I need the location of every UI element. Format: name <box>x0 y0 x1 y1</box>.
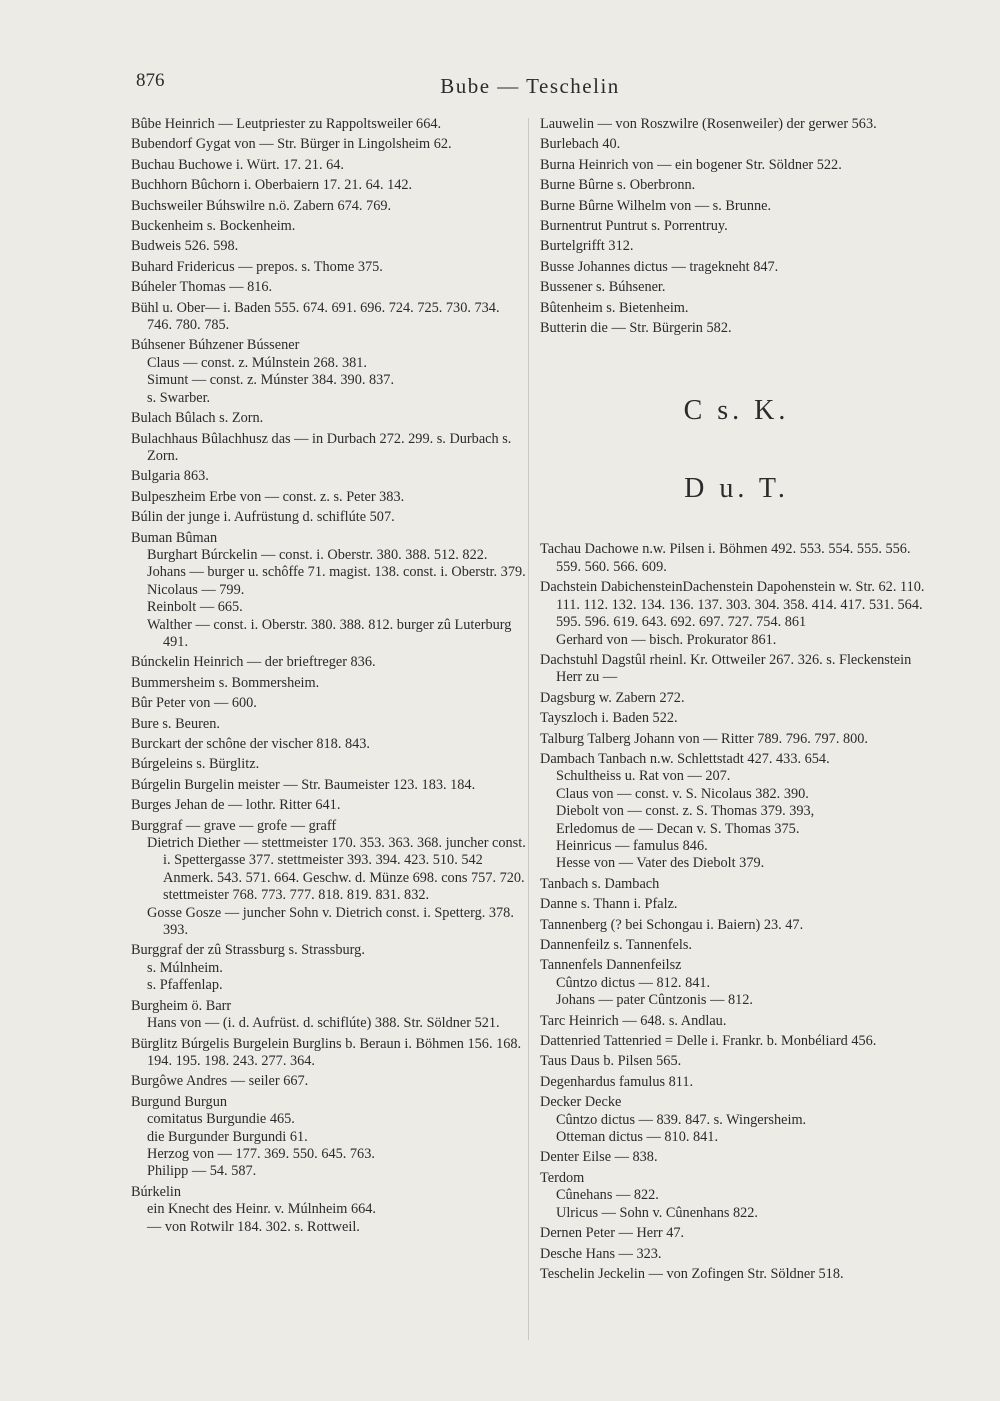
entry-subentry: Hesse von — Vater des Diebolt 379. <box>556 855 765 872</box>
entry-subentry: ein Knecht des Heinr. v. Múlnheim 664. <box>147 1201 376 1218</box>
entry-heading: Busse Johannes dictus — tragekneht 847. <box>540 258 779 275</box>
index-entry <box>540 1094 933 1146</box>
index-entry <box>131 279 526 296</box>
index-entry <box>540 1170 933 1222</box>
entry-heading: Dagsburg w. Zabern 272. <box>540 689 685 706</box>
index-entry <box>131 998 526 1033</box>
entry-heading: Burggraf — grave — grofe — graff <box>131 817 337 834</box>
index-entry <box>131 942 526 994</box>
index-entry <box>131 468 526 485</box>
index-entry <box>540 1013 933 1030</box>
entry-heading: Bulachhaus Bûlachhusz das — in Durbach 272. 299. s. Durbach s. Zorn. <box>131 430 512 464</box>
index-entry <box>540 751 933 873</box>
entry-heading: Burtelgrifft 312. <box>540 238 634 255</box>
entry-heading: Dachstuhl Dagstûl rheinl. Kr. Ottweiler 267. 326. s. Fleckenstein Herr zu — <box>540 651 912 686</box>
index-entry <box>540 1246 933 1263</box>
entry-heading: Bûbe Heinrich — Leutpriester zu Rappoltsweiler 664. <box>131 116 442 132</box>
entry-heading: Buhard Fridericus — prepos. s. Thome 375. <box>131 258 383 275</box>
index-entry <box>540 279 933 296</box>
index-entry <box>131 198 526 215</box>
entry-heading: Burgôwe Andres — seiler 667. <box>131 1073 309 1090</box>
entry-heading: Bubendorf Gygat von — Str. Bürger in Lingolsheim 62. <box>131 136 452 153</box>
entry-heading: Burne Bûrne Wilhelm von — s. Brunne. <box>540 197 772 214</box>
entry-heading: Burggraf der zû Strassburg s. Strassburg. <box>131 942 365 959</box>
index-entry <box>131 116 526 133</box>
entry-heading: Desche Hans — 323. <box>540 1245 662 1262</box>
entry-subentry: — von Rotwilr 184. 302. s. Rottweil. <box>147 1218 360 1235</box>
index-entry <box>540 917 933 934</box>
index-entry <box>131 410 526 427</box>
entry-heading: Buchhorn Bûchorn i. Oberbaiern 17. 21. 64. 142. <box>131 177 413 194</box>
entry-heading: Bulpeszheim Erbe von — const. z. s. Peter 383. <box>131 488 405 505</box>
entry-subentry: comitatus Burgundie 465. <box>147 1111 295 1128</box>
entry-heading: Buckenheim s. Bockenheim. <box>131 218 296 235</box>
index-entry <box>131 777 526 794</box>
index-entry <box>540 957 933 1009</box>
index-entry <box>131 218 526 235</box>
index-entry <box>540 136 933 153</box>
entry-heading: Bulach Bûlach s. Zorn. <box>131 410 264 427</box>
entry-heading: Búlin der junge i. Aufrüstung d. schiflúte 507. <box>131 509 395 526</box>
entry-heading: Burlebach 40. <box>540 136 621 153</box>
index-entry <box>540 1074 933 1091</box>
index-entry <box>540 1266 933 1283</box>
index-entry <box>131 509 526 526</box>
index-entry <box>131 818 526 940</box>
running-head: Bube — Teschelin <box>440 74 620 98</box>
index-entry <box>131 177 526 194</box>
entry-heading: Bure s. Beuren. <box>131 715 220 732</box>
index-entry <box>131 238 526 255</box>
index-entry <box>540 937 933 954</box>
entry-subentry: Erledomus de — Decan v. S. Thomas 375. <box>556 820 800 837</box>
entry-subentry: Hans von — (i. d. Aufrüst. d. schiflúte) 388. Str. Söldner 521. <box>147 1015 500 1032</box>
index-entry <box>540 259 933 276</box>
index-entry <box>131 654 526 671</box>
entry-heading: Bürglitz Búrgelis Burgelein Burglins b. Beraun i. Böhmen 156. 168. 194. 195. 198. 243. 277. 364. <box>131 1035 522 1069</box>
entry-subentry: Heinricus — famulus 846. <box>556 837 708 854</box>
index-entry <box>131 797 526 814</box>
index-entry <box>540 1053 933 1070</box>
entry-subentry: die Burgunder Burgundi 61. <box>147 1128 308 1145</box>
entry-heading: Tanbach s. Dambach <box>540 875 660 892</box>
entry-heading: Burgund Burgun <box>131 1093 227 1110</box>
index-entry <box>540 218 933 235</box>
entry-subentry: Gosse Gosze — juncher Sohn v. Dietrich const. i. Spetterg. 378. 393. <box>147 904 514 939</box>
index-entry <box>131 337 526 407</box>
entry-heading: Búhsener Búhzener Bússener <box>131 337 300 354</box>
entry-subentry: Johans — pater Cûntzonis — 812. <box>556 992 753 1009</box>
entry-heading: Tayszloch i. Baden 522. <box>540 710 678 727</box>
entry-heading: Dattenried Tattenried = Delle i. Frankr. b. Monbéliard 456. <box>540 1033 877 1050</box>
entry-heading: Teschelin Jeckelin — von Zofingen Str. Söldner 518. <box>540 1265 844 1282</box>
index-entry <box>131 1036 526 1071</box>
entry-heading: Butterin die — Str. Bürgerin 582. <box>540 320 732 337</box>
entry-subentry: Gerhard von — bisch. Prokurator 861. <box>556 631 777 648</box>
entry-subentry: Reinbolt — 665. <box>147 599 243 616</box>
right-bottom-entries <box>540 541 933 1283</box>
entry-subentry: Johans — burger u. schôffe 71. magist. 138. const. i. Oberstr. 379. <box>147 564 526 581</box>
index-entry <box>131 157 526 174</box>
entry-heading: Danne s. Thann i. Pfalz. <box>540 896 678 913</box>
entry-subentry: Herzog von — 177. 369. 550. 645. 763. <box>147 1145 375 1162</box>
entry-heading: Bummersheim s. Bommersheim. <box>131 674 320 691</box>
entry-heading: Búheler Thomas — 816. <box>131 279 273 296</box>
entry-subentry: s. Swarber. <box>147 389 211 406</box>
index-entry <box>131 695 526 712</box>
index-entry <box>540 198 933 215</box>
index-entry <box>540 541 933 576</box>
entry-heading: Bûtenheim s. Bietenheim. <box>540 299 689 316</box>
entry-heading: Búrgelin Burgelin meister — Str. Baumeister 123. 183. 184. <box>131 776 476 793</box>
entry-subentry: Ulricus — Sohn v. Cûnenhans 822. <box>556 1204 758 1221</box>
entry-subentry: Cûntzo dictus — 812. 841. <box>556 974 711 991</box>
entry-heading: Tarc Heinrich — 648. s. Andlau. <box>540 1012 727 1029</box>
entry-heading: Tannenfels Dannenfeilsz <box>540 957 682 974</box>
right-column <box>540 116 933 1286</box>
index-entry <box>540 690 933 707</box>
entry-heading: Burges Jehan de — lothr. Ritter 641. <box>131 797 341 814</box>
entry-heading: Tannenberg (? bei Schongau i. Baiern) 23. 47. <box>540 916 804 933</box>
entry-subentry: Otteman dictus — 810. 841. <box>556 1129 719 1146</box>
entry-subentry: Cûntzo dictus — 839. 847. s. Wingersheim. <box>556 1111 807 1128</box>
entry-heading: Degenhardus famulus 811. <box>540 1073 694 1090</box>
entry-heading: Buchsweiler Búhswilre n.ö. Zabern 674. 769. <box>131 197 392 214</box>
entry-heading: Lauwelin — von Roszwilre (Rosenweiler) der gerwer 563. <box>540 116 877 132</box>
index-entry <box>131 716 526 733</box>
entry-heading: Burgheim ö. Barr <box>131 997 232 1014</box>
entry-heading: Burckart der schône der vischer 818. 843. <box>131 736 370 752</box>
right-top-entries <box>540 116 933 337</box>
index-entry <box>540 1149 933 1166</box>
entry-heading: Talburg Talberg Johann von — Ritter 789. 796. 797. 800. <box>540 730 868 747</box>
index-entry <box>540 300 933 317</box>
entry-heading: Búrgeleins s. Bürglitz. <box>131 756 260 773</box>
entry-heading: Burnentrut Puntrut s. Porrentruy. <box>540 218 728 235</box>
entry-heading: Buchau Buchowe i. Würt. 17. 21. 64. <box>131 156 344 173</box>
entry-subentry: Walther — const. i. Oberstr. 380. 388. 812. burger zû Luterburg 491. <box>147 616 512 650</box>
entry-heading: Budweis 526. 598. <box>131 238 239 255</box>
index-entry <box>540 1033 933 1050</box>
column-divider <box>528 118 529 1340</box>
entry-heading: Taus Daus b. Pilsen 565. <box>540 1053 682 1070</box>
index-entry <box>540 116 933 133</box>
entry-heading: Denter Eilse — 838. <box>540 1149 658 1166</box>
section-heading-d: D u. T. <box>684 473 789 505</box>
entry-subentry: Diebolt von — const. z. S. Thomas 379. 393, <box>556 803 815 820</box>
entry-heading: Bulgaria 863. <box>131 468 209 485</box>
entry-subentry: Dietrich Diether — stettmeister 170. 353. 363. 368. juncher const. i. Spettergasse 377. stettmeister 393. 394. 423. 510. 542 Anmerk. 543. 571. 664. Geschw. d. Münze 698. cons 757. 720. stettmeister 768. 773. 777. 818. 819. 831. 832. <box>147 835 526 904</box>
index-entry <box>540 876 933 893</box>
index-entry <box>131 259 526 276</box>
entry-heading: Buman Bûman <box>131 529 218 546</box>
entry-subentry: Simunt — const. z. Múnster 384. 390. 837. <box>147 372 395 389</box>
entry-heading: Dannenfeilz s. Tannenfels. <box>540 937 692 953</box>
index-entry <box>131 756 526 773</box>
entry-subentry: Nicolaus — 799. <box>147 581 245 598</box>
index-entry <box>131 300 526 335</box>
index-entry <box>131 431 526 466</box>
section-heading-c: C s. K. <box>683 395 790 427</box>
index-entry <box>131 675 526 692</box>
index-entry <box>131 1184 526 1236</box>
index-entry <box>131 736 526 753</box>
index-entry <box>131 530 526 652</box>
index-entry <box>540 710 933 727</box>
index-entry <box>540 238 933 255</box>
left-column <box>131 116 526 1239</box>
index-entry <box>540 896 933 913</box>
index-entry <box>540 579 933 649</box>
entry-subentry: Philipp — 54. 587. <box>147 1163 257 1180</box>
entry-heading: Bühl u. Ober— i. Baden 555. 674. 691. 696. 724. 725. 730. 734. 746. 780. 785. <box>131 299 500 334</box>
index-entry <box>131 489 526 506</box>
entry-heading: Bûr Peter von — 600. <box>131 695 257 712</box>
entry-subentry: Burghart Búrckelin — const. i. Oberstr. 380. 388. 512. 822. <box>147 546 488 563</box>
index-entry <box>540 1225 933 1242</box>
entry-heading: Bussener s. Búhsener. <box>540 279 666 296</box>
entry-subentry: s. Múlnheim. <box>147 959 223 976</box>
index-entry <box>540 652 933 687</box>
entry-heading: Tachau Dachowe n.w. Pilsen i. Böhmen 492. 553. 554. 555. 556. 559. 560. 566. 609. <box>540 541 911 575</box>
entry-subentry: Claus — const. z. Múlnstein 268. 381. <box>147 354 368 371</box>
entry-subentry: Claus von — const. v. S. Nicolaus 382. 390. <box>556 785 809 802</box>
entry-heading: Burne Bûrne s. Oberbronn. <box>540 177 696 194</box>
entry-heading: Búnckelin Heinrich — der brieftreger 836. <box>131 654 376 671</box>
index-entry <box>131 136 526 153</box>
entry-heading: Dambach Tanbach n.w. Schlettstadt 427. 433. 654. <box>540 750 830 767</box>
index-entry <box>540 731 933 748</box>
entry-subentry: Cûnehans — 822. <box>556 1187 659 1204</box>
index-entry <box>131 1094 526 1181</box>
entry-heading: Burna Heinrich von — ein bogener Str. Söldner 522. <box>540 156 842 173</box>
index-entry <box>540 320 933 337</box>
entry-heading: Búrkelin <box>131 1183 182 1200</box>
entry-subentry: Schultheiss u. Rat von — 207. <box>556 768 731 785</box>
index-entry <box>540 157 933 174</box>
entry-heading: Decker Decke <box>540 1094 622 1111</box>
entry-heading: Dachstein DabichensteinDachenstein Dapohenstein w. Str. 62. 110. 111. 112. 132. 134. 136. 137. 303. 304. 358. 414. 417. 531. 564. 595. 596. 619. 643. 692. 697. 727. 754. 861 <box>540 579 925 631</box>
entry-heading: Terdom <box>540 1169 585 1186</box>
entry-subentry: s. Pfaffenlap. <box>147 977 223 994</box>
index-entry <box>540 177 933 194</box>
page-number: 876 <box>136 70 165 91</box>
entry-heading: Dernen Peter — Herr 47. <box>540 1225 685 1242</box>
index-entry <box>131 1073 526 1090</box>
